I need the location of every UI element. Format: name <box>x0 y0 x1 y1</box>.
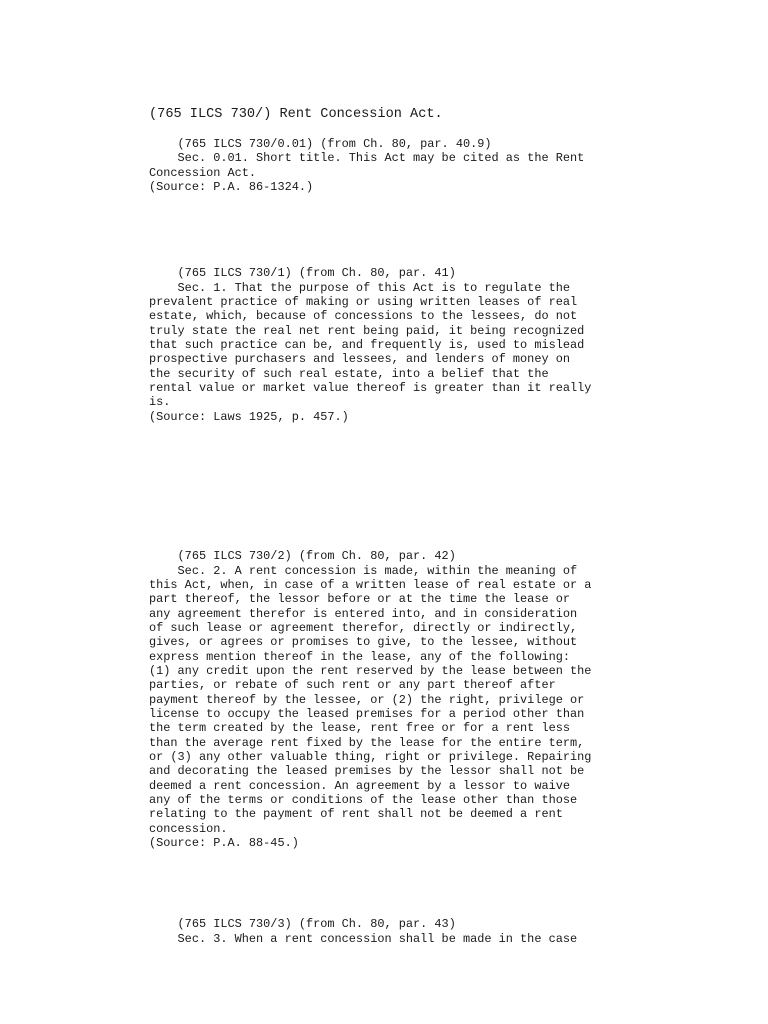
section-source: (Source: Laws 1925, p. 457.) <box>149 409 349 424</box>
section-source: (Source: P.A. 86-1324.) <box>149 180 314 195</box>
section-line: (765 ILCS 730/3) (from Ch. 80, par. 43) <box>149 917 456 932</box>
spacer <box>149 194 749 266</box>
section-line: truly state the real net rent being paid, it being recognized <box>149 323 585 338</box>
section-1 <box>149 266 749 424</box>
section-line: that such practice can be, and frequently is, used to mislead <box>149 338 585 353</box>
section-line: (765 ILCS 730/1) (from Ch. 80, par. 41) <box>149 266 456 281</box>
section-line: concession. <box>149 821 228 836</box>
section-line: deemed a rent concession. An agreement by a lessor to waive <box>149 778 570 793</box>
section-line: payment thereof by the lessee, or (2) the right, privilege or <box>149 692 585 707</box>
section-line: part thereof, the lessor before or at the time the lease or <box>149 592 570 607</box>
section-line: Sec. 0.01. Short title. This Act may be cited as the Rent <box>149 151 585 166</box>
section-line: any of the terms or conditions of the lease other than those <box>149 793 578 807</box>
section-line: Sec. 1. That the purpose of this Act is to regulate the <box>149 280 570 295</box>
spacer <box>149 850 749 917</box>
section-line: (765 ILCS 730/0.01) (from Ch. 80, par. 40.9) <box>149 137 492 151</box>
section-line: license to occupy the leased premises for a period other than <box>149 706 585 721</box>
section-line: gives, or agrees or promises to give, to the lessee, without <box>149 635 578 650</box>
section-line: prevalent practice of making or using written leases of real <box>149 295 578 310</box>
section-line: parties, or rebate of such rent or any part thereof after <box>149 678 556 693</box>
section-line: than the average rent fixed by the lease for the entire term, <box>149 735 585 750</box>
spacer <box>149 424 749 549</box>
section-line: prospective purchasers and lessees, and lenders of money on <box>149 352 570 367</box>
section-line: of such lease or agreement therefor, directly or indirectly, <box>149 620 578 635</box>
section-line: Sec. 3. When a rent concession shall be made in the case <box>149 931 578 946</box>
section-line: any agreement therefor is entered into, and in consideration <box>149 606 578 621</box>
document-title: (765 ILCS 730/) Rent Concession Act. <box>149 107 443 122</box>
document-page <box>149 106 749 946</box>
section-line: relating to the payment of rent shall not be deemed a rent <box>149 807 563 822</box>
section-line: or (3) any other valuable thing, right or privilege. Repairing <box>149 749 592 764</box>
section-0-01 <box>149 137 749 194</box>
section-source: (Source: P.A. 88-45.) <box>149 836 299 851</box>
section-line: the security of such real estate, into a belief that the <box>149 366 549 381</box>
section-line: (1) any credit upon the rent reserved by the lease between the <box>149 663 592 678</box>
section-line: is. <box>149 395 171 410</box>
section-line: the term created by the lease, rent free or for a rent less <box>149 721 570 736</box>
spacer <box>149 124 749 137</box>
section-3 <box>149 917 749 946</box>
section-line: this Act, when, in case of a written lease of real estate or a <box>149 577 592 592</box>
section-line: express mention thereof in the lease, any of the following: <box>149 649 570 664</box>
section-2 <box>149 549 749 850</box>
section-line: and decorating the leased premises by the lessor shall not be <box>149 764 585 779</box>
section-line: Concession Act. <box>149 165 257 180</box>
section-line: estate, which, because of concessions to the lessees, do not <box>149 309 578 324</box>
section-line: rental value or market value thereof is greater than it really <box>149 381 592 396</box>
section-line: Sec. 2. A rent concession is made, within the meaning of <box>149 563 578 578</box>
section-line: (765 ILCS 730/2) (from Ch. 80, par. 42) <box>149 549 456 564</box>
